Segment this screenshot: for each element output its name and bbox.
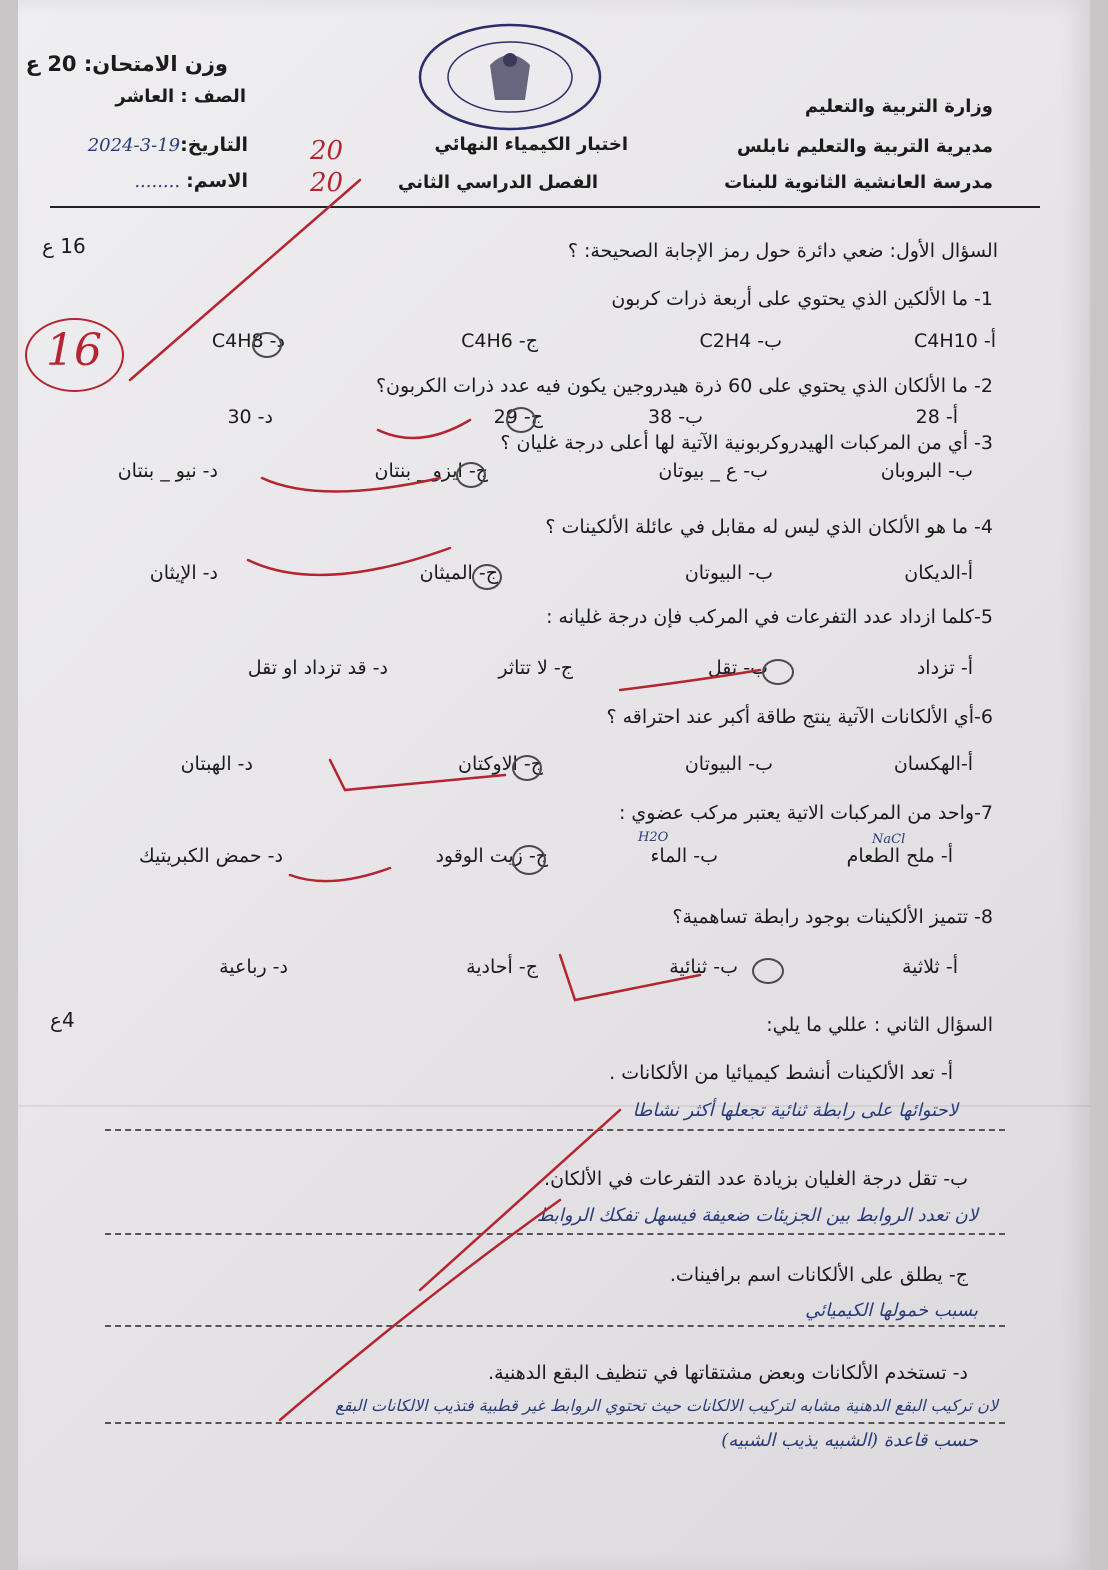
answer-line: [105, 1129, 1005, 1131]
answer-line: [105, 1325, 1005, 1327]
exam-title: اختبار الكيمياء النهائي: [434, 134, 628, 155]
q1-4-option-d: د- الإيثان: [149, 562, 218, 584]
semester: الفصل الدراسي الثاني: [398, 172, 598, 193]
q1-7-note-h2o: H2O: [638, 830, 669, 845]
name-field: [134, 170, 248, 192]
q1-5-option-a: أ- تزداد: [916, 657, 973, 679]
q2-answer-b: لان تعدد الروابط بين الجزيئات ضعيفة فيسهل تفكك الروابط: [536, 1205, 978, 1226]
answer-circle-4: [472, 564, 502, 590]
q1-3-option-c: ج- ايزو _ بنتان: [374, 460, 488, 482]
header-divider: [50, 206, 1040, 208]
answer-circle-8: [752, 958, 784, 984]
q1-7-option-d: د- حمض الكبريتيك: [139, 845, 283, 867]
q1-item-3: 3- أي من المركبات الهيدروكربونية الآتية لها أعلى درجة غليان ؟: [500, 432, 993, 454]
answer-circle-3: [456, 462, 486, 488]
q1-5-option-b: ب- تقل: [707, 657, 768, 679]
q1-6-option-c: ج- الاوكتان: [458, 753, 543, 775]
q2-answer-d: لان تركيب البقع الدهنية مشابه لتركيب الالكانات حيث تحتوي الروابط غير قطبية فتذيب الالكانات البقع: [335, 1396, 998, 1415]
q1-3-option-b: ب- ع _ بيوتان: [658, 460, 768, 482]
q1-item-7: 7-واحد من المركبات الاتية يعتبر مركب عضوي :: [618, 802, 993, 824]
q1-6-option-a: أ-الهكسان: [893, 753, 973, 775]
q2-item-a: أ- تعد الألكينات أنشط كيميائيا من الألكانات .: [609, 1062, 953, 1084]
q1-1-option-b: ب- C2H4: [699, 330, 782, 352]
answer-line: [105, 1422, 1005, 1424]
q1-2-option-d: د- 30: [227, 406, 273, 428]
q1-item-6: 6-أي الألكانات الآتية ينتج طاقة أكبر عند احتراقه ؟: [606, 706, 993, 728]
q2-marks: 4ع: [50, 1008, 75, 1032]
school-stamp: [410, 15, 610, 135]
school-name: مدرسة العانشية الثانوية للبنات: [724, 172, 993, 193]
score-top: 20: [310, 136, 344, 166]
q1-7-option-b: ب- الماء: [650, 845, 718, 867]
q1-item-5: 5-كلما ازداد عدد التفرعات في المركب فإن درجة غليانه :: [546, 606, 993, 628]
q1-4-option-c: ج- الميثان: [419, 562, 498, 584]
grade-circle: [25, 318, 124, 392]
q2-answer-c: بسبب خمولها الكيميائي: [805, 1300, 978, 1321]
q1-8-option-b: ب- ثنائية: [669, 956, 738, 978]
exam-weight: وزن الامتحان: 20 ع: [25, 52, 228, 76]
q1-8-option-c: ج- أحادية: [466, 956, 538, 978]
q1-1-option-d: د- C4H8: [211, 330, 285, 352]
q1-item-4: 4- ما هو الألكان الذي ليس له مقابل في عائلة الألكينات ؟: [545, 516, 993, 538]
q2-answer-d-line2: حسب قاعدة (الشبيه يذيب الشبيه): [721, 1430, 978, 1451]
q1-6-option-d: د- الهبتان: [180, 753, 253, 775]
score-bottom: 20: [310, 168, 344, 198]
name-value: ........: [134, 171, 181, 192]
q1-7-option-a: أ- ملح الطعام: [846, 845, 953, 867]
answer-circle-6: [512, 755, 542, 781]
answer-circle-5: [762, 659, 794, 685]
exam-paper: [18, 0, 1090, 1570]
date-field: [88, 134, 248, 156]
q1-7-note-nacl: NaCl: [872, 832, 906, 847]
q1-1-option-c: ج- C4H6: [461, 330, 538, 352]
q1-6-option-b: ب- البيوتان: [684, 753, 773, 775]
directorate: مديرية التربية والتعليم نابلس: [737, 136, 993, 157]
q1-5-option-c: ج- لا تتاثر: [498, 657, 573, 679]
q1-item-8: 8- تتميز الألكينات بوجود رابطة تساهمية؟: [672, 906, 993, 928]
q2-item-b: ب- تقل درجة الغليان بزيادة عدد التفرعات في الألكان.: [544, 1168, 968, 1190]
q1-2-option-c: ج- 29: [493, 406, 543, 428]
q2-title: السؤال الثاني : عللي ما يلي:: [766, 1014, 993, 1036]
q1-8-option-a: أ- ثلاثية: [901, 956, 958, 978]
answer-circle-2: [506, 407, 536, 433]
answer-line: [105, 1233, 1005, 1235]
date-value: 19-3-2024: [87, 135, 181, 156]
q1-3-option-d: د- نيو _ بنتان: [117, 460, 218, 482]
q2-item-c: ج- يطلق على الألكانات اسم برافينات.: [669, 1264, 968, 1286]
q1-2-option-a: أ- 28: [915, 406, 958, 428]
ministry: وزارة التربية والتعليم: [804, 96, 993, 117]
q1-2-option-b: ب- 38: [648, 406, 703, 428]
q1-4-option-b: ب- البيوتان: [684, 562, 773, 584]
q1-1-option-a: أ- C4H10: [913, 330, 996, 352]
q1-grade-mark: 16: [46, 325, 102, 376]
grade: الصف : العاشر: [115, 86, 246, 107]
q1-5-option-d: د- قد تزداد او تقل: [247, 657, 388, 679]
q2-answer-a: لاحتوائها على رابطة ثنائية تجعلها أكثر نشاطا: [632, 1100, 958, 1121]
name-label: الاسم:: [186, 170, 248, 192]
q1-title: السؤال الأول: ضعي دائرة حول رمز الإجابة الصحيحة: ؟: [567, 240, 998, 262]
date-label: التاريخ:: [180, 134, 248, 156]
answer-circle-7: [512, 845, 546, 875]
q1-7-option-c: ج- زيت الوقود: [435, 845, 548, 867]
q1-8-option-d: د- رباعية: [219, 956, 288, 978]
q1-marks: 16 ع: [42, 234, 86, 258]
q1-item-2: 2- ما الألكان الذي يحتوي على 60 ذرة هيدروجين يكون فيه عدد ذرات الكربون؟: [375, 375, 993, 397]
q1-item-1: 1- ما الألكين الذي يحتوي على أربعة ذرات كربون: [611, 288, 993, 310]
q1-4-option-a: أ-الديكان: [904, 562, 973, 584]
q2-item-d: د- تستخدم الألكانات وبعض مشتقاتها في تنظيف البقع الدهنية.: [488, 1362, 968, 1384]
q1-3-option-a: ب- البروبان: [880, 460, 973, 482]
answer-circle-1: [252, 332, 282, 358]
